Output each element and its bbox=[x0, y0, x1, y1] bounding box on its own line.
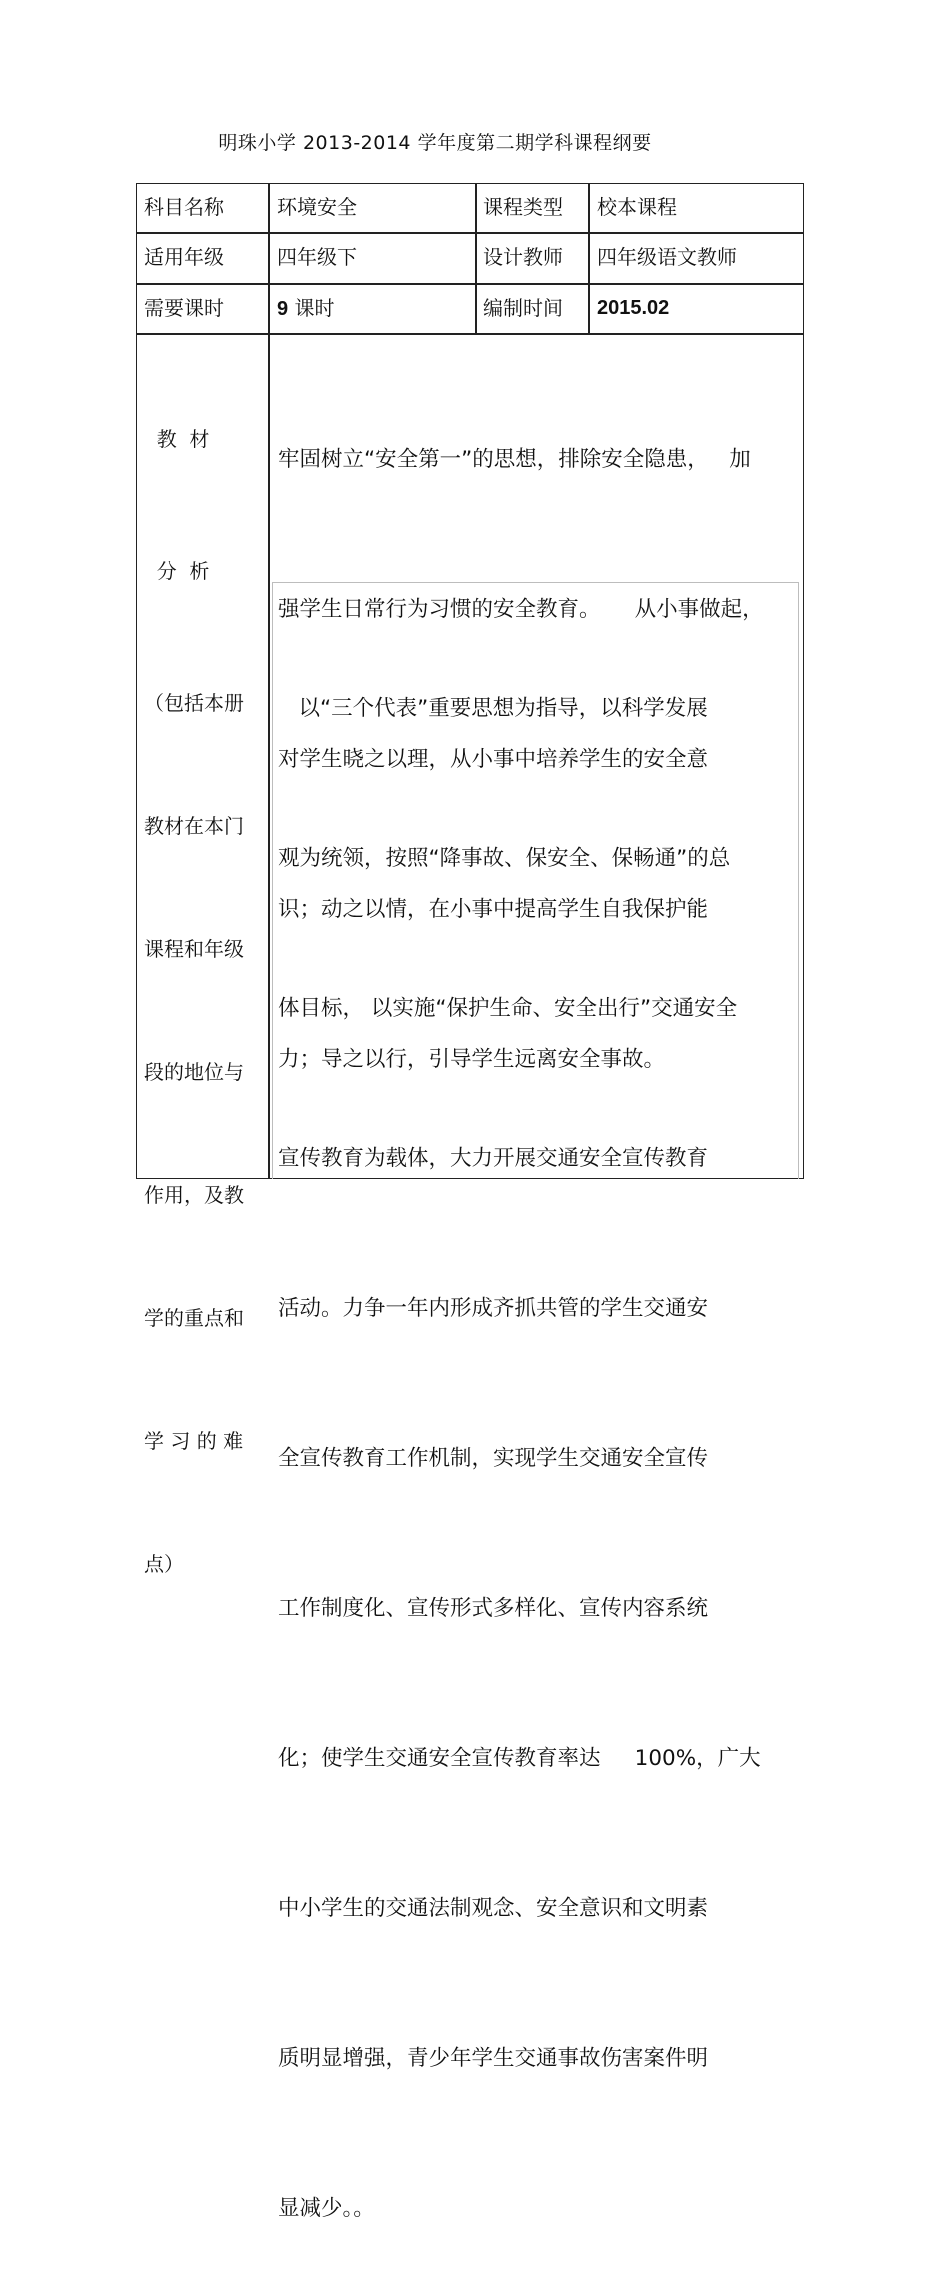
para-line: 体目标， 以实施“保护生命、安全出行”交通安全 bbox=[278, 996, 738, 1021]
para-line: 中小学生的交通法制观念、安全意识和文明素 bbox=[278, 1896, 709, 1921]
grade-label: 适用年级 bbox=[144, 245, 224, 269]
side-line: 学的重点和 bbox=[144, 1306, 244, 1330]
page-title: 明珠小学 2013-2014 学年度第二期学科课程纲要 bbox=[218, 132, 652, 154]
para-line: 观为统领，按照“降事故、保安全、保畅通”的总 bbox=[278, 846, 731, 871]
para-line: 以“三个代表”重要思想为指导，以科学发展 bbox=[278, 696, 708, 721]
analysis-side-label bbox=[144, 337, 244, 1626]
column-divider bbox=[268, 183, 270, 1179]
para-line: 牢固树立“安全第一”的思想，排除安全隐患， 加 bbox=[278, 447, 751, 472]
side-line: （包括本册 bbox=[144, 691, 244, 715]
side-line: 教材在本门 bbox=[144, 814, 244, 838]
para-line: 宣传教育为载体，大力开展交通安全宣传教育 bbox=[278, 1146, 709, 1171]
side-line: 段的地位与 bbox=[144, 1060, 244, 1084]
hours-number: 9 bbox=[277, 298, 289, 320]
para-line: 对学生晓之以理，从小事中培养学生的安全意 bbox=[278, 747, 709, 772]
para-line: 力；导之以行，引导学生远离安全事故。 bbox=[278, 1047, 666, 1072]
para-line: 识；动之以情，在小事中提高学生自我保护能 bbox=[278, 897, 709, 922]
course-type-value: 校本课程 bbox=[597, 195, 677, 219]
analysis-paragraph-2 bbox=[278, 584, 761, 2284]
side-line: 教 材 bbox=[144, 427, 210, 451]
side-line: 课程和年级 bbox=[144, 937, 244, 961]
hours-value bbox=[277, 296, 334, 321]
para-line: 质明显增强，青少年学生交通事故伤害案件明 bbox=[278, 2046, 709, 2071]
hours-label: 需要课时 bbox=[144, 296, 224, 320]
para-line: 强学生日常行为习惯的安全教育。 从小事做起， bbox=[278, 597, 764, 622]
row-divider bbox=[136, 283, 804, 285]
compile-date-value: 2015.02 bbox=[597, 297, 670, 319]
side-line: 学 习 的 难 bbox=[144, 1429, 244, 1453]
side-line: 分 析 bbox=[144, 559, 210, 583]
column-divider bbox=[588, 183, 590, 334]
para-line: 化；使学生交通安全宣传教育率达 100%，广大 bbox=[278, 1746, 761, 1771]
designer-label: 设计教师 bbox=[483, 245, 563, 269]
para-line: 工作制度化、宣传形式多样化、宣传内容系统 bbox=[278, 1596, 709, 1621]
designer-value: 四年级语文教师 bbox=[597, 245, 737, 269]
para-line: 活动。力争一年内形成齐抓共管的学生交通安 bbox=[278, 1296, 709, 1321]
grade-value: 四年级下 bbox=[277, 245, 357, 269]
course-type-label: 课程类型 bbox=[483, 195, 563, 219]
row-divider bbox=[136, 232, 804, 234]
side-line: 点） bbox=[144, 1552, 184, 1576]
side-line: 作用，及教 bbox=[144, 1183, 244, 1207]
compile-date-label: 编制时间 bbox=[483, 296, 563, 320]
subject-name-label: 科目名称 bbox=[144, 195, 224, 219]
subject-name-value: 环境安全 bbox=[277, 195, 357, 219]
hours-unit: 课时 bbox=[288, 296, 335, 320]
para-line: 显减少。。 bbox=[278, 2196, 375, 2221]
para-line: 全宣传教育工作机制，实现学生交通安全宣传 bbox=[278, 1446, 709, 1471]
column-divider bbox=[475, 183, 477, 334]
